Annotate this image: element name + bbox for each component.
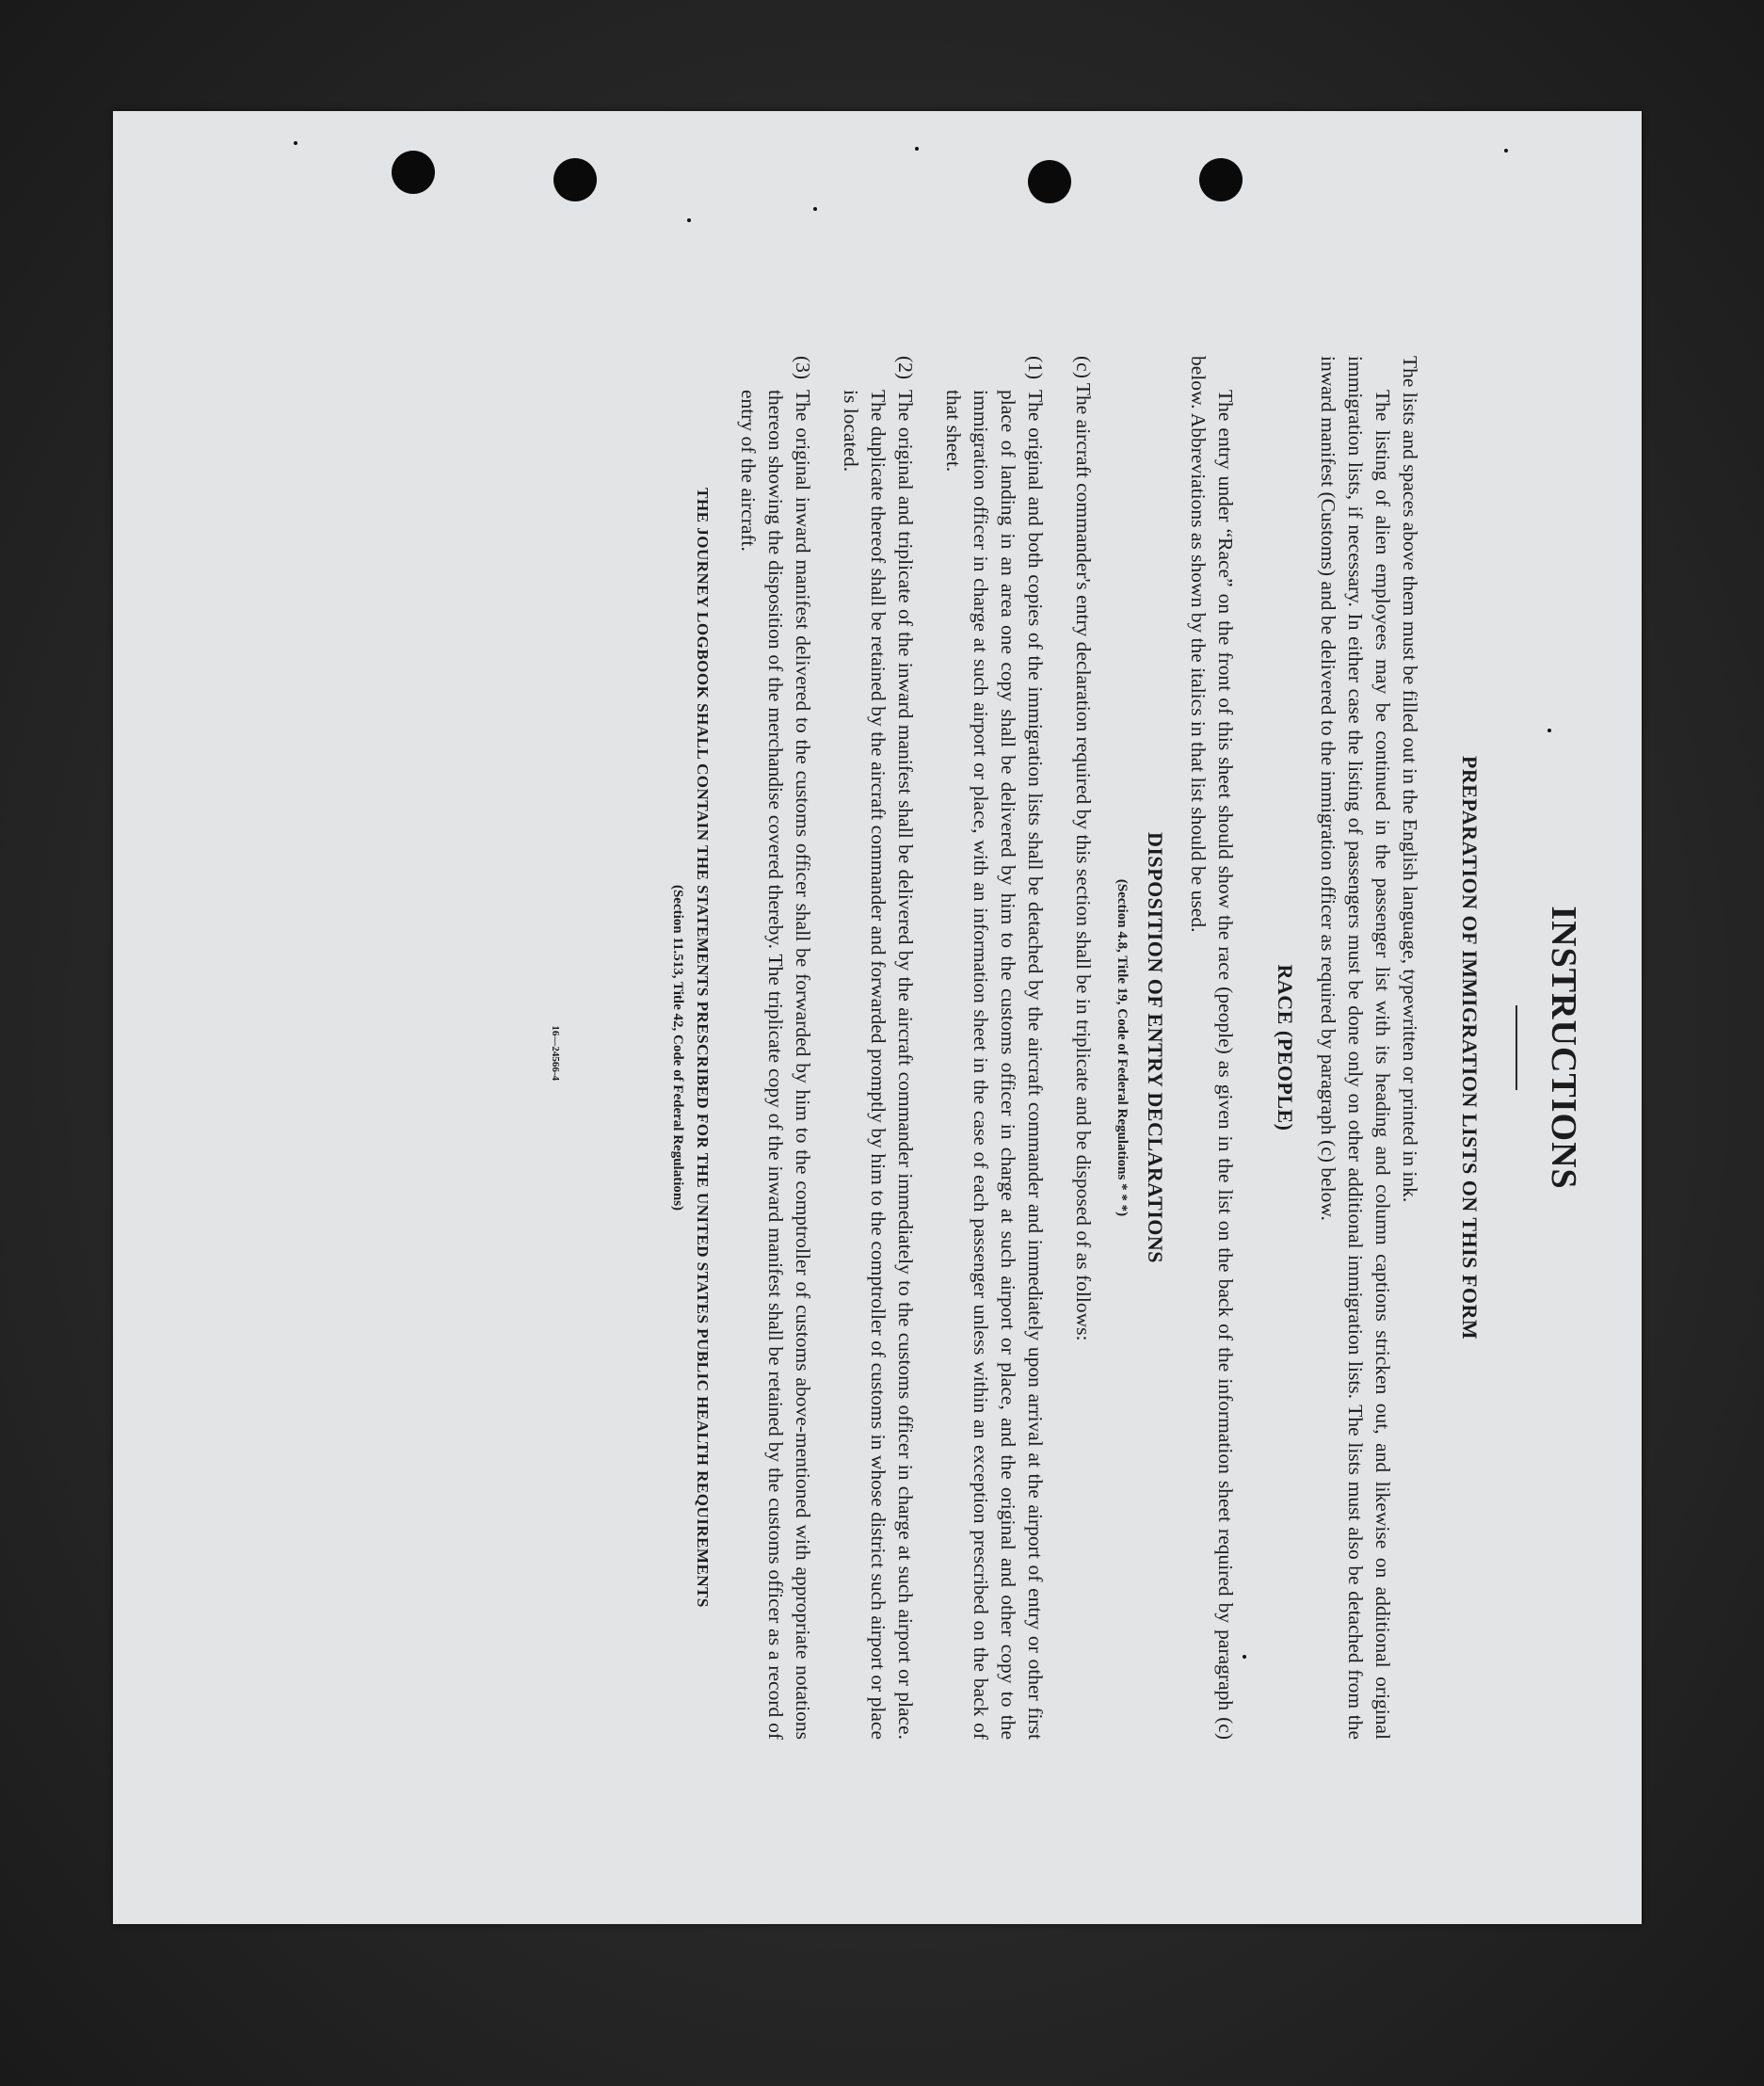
list-item-number: (3) [792,356,814,380]
paragraph: The lists and spaces above them must be filled out in the English language, typewritten or printed in ink. [1399,356,1421,1203]
speck [1504,149,1508,152]
rotated-page-content [471,252,1619,1871]
list-item [837,356,919,1740]
list-item-text: The original inward manifest delivered to the customs officer shall be forwarded by him to the comptroller of customs above-mentioned with appropriate notations thereon showing the disposition of the merchandise covered thereby. The triplicate copy of the inward manifest shall be retained by the customs officer as a record of entry of the aircraft. [737,390,814,1740]
list-item-text: The original and both copies of the immigration lists shall be detached by the aircraft commander and immediately upon arrival at the airport of entry or other first place of landing in an area one copy shall be delivered by him to the customs officer in charge at such airport or place, and the original and other copy to the immigration officer in charge at such airport or place, with an information sheet in the case of each passenger unless within an exception prescribed on the back of that sheet. [942,390,1047,1740]
paragraph: The listing of alien employees may be continued in the passenger list with its heading and column captions stricken out, and likewise on additional original immigration lists, if necessary. In either case the listing of passengers must be done only on other additional immigration lists. The lists must also be detached from the inward manifest (Customs) and be delivered to the immigration officer as required by paragraph (c) below. [1317,356,1394,1740]
list-item [939,356,1049,1740]
paragraph-intro: (c) The aircraft commander's entry declaration required by this section shall be in triplicate and be disposed of as follows: [1072,356,1095,1341]
section-heading-disposition: DISPOSITION OF ENTRY DECLARATIONS [1144,831,1167,1264]
punch-hole [392,151,435,194]
paragraph: The entry under “Race” on the front of this sheet should show the race (people) as given in the list on the back of the information sheet required by paragraph (c) below. Abbreviations as shown by the italics in that list should be used. [1187,356,1237,1740]
punch-hole [1028,160,1071,203]
page-title: INSTRUCTIONS [1544,906,1583,1190]
document-sheet [113,111,1642,1924]
list-item [734,356,816,1740]
section-heading-preparation: PREPARATION OF IMMIGRATION LISTS ON THIS FORM [1458,755,1482,1340]
section-citation: (Section 4.8, Title 19, Code of Federal Regulations * * *) [1115,878,1130,1217]
list-item-text: The original and triplicate of the inward manifest shall be delivered by the aircraft commander immediately to the customs officer in charge at such airport or place. The duplicate thereof shall be retained by the aircraft commander and forwarded promptly by him to the comptroller of customs in whose district such airport or place is located. [840,390,917,1740]
list-item-number: (2) [894,356,917,380]
list-item-number: (1) [1024,356,1047,380]
punch-hole [553,158,597,201]
footer-title: THE JOURNEY LOGBOOK SHALL CONTAIN THE STATEMENTS PRESCRIBED FOR THE UNITED STATES PUBLIC HEALTH REQUIREMENTS [694,488,712,1608]
speck [813,207,817,211]
speck [915,147,919,151]
form-code: 16—24566-4 [550,1025,561,1081]
punch-hole [1199,158,1243,201]
section-heading-race: RACE (PEOPLE) [1274,964,1297,1131]
title-divider [1515,1005,1517,1090]
speck [294,141,297,145]
speck [687,218,691,222]
footer-citation: (Section 11.513, Title 42, Code of Federal Regulations) [670,884,685,1211]
